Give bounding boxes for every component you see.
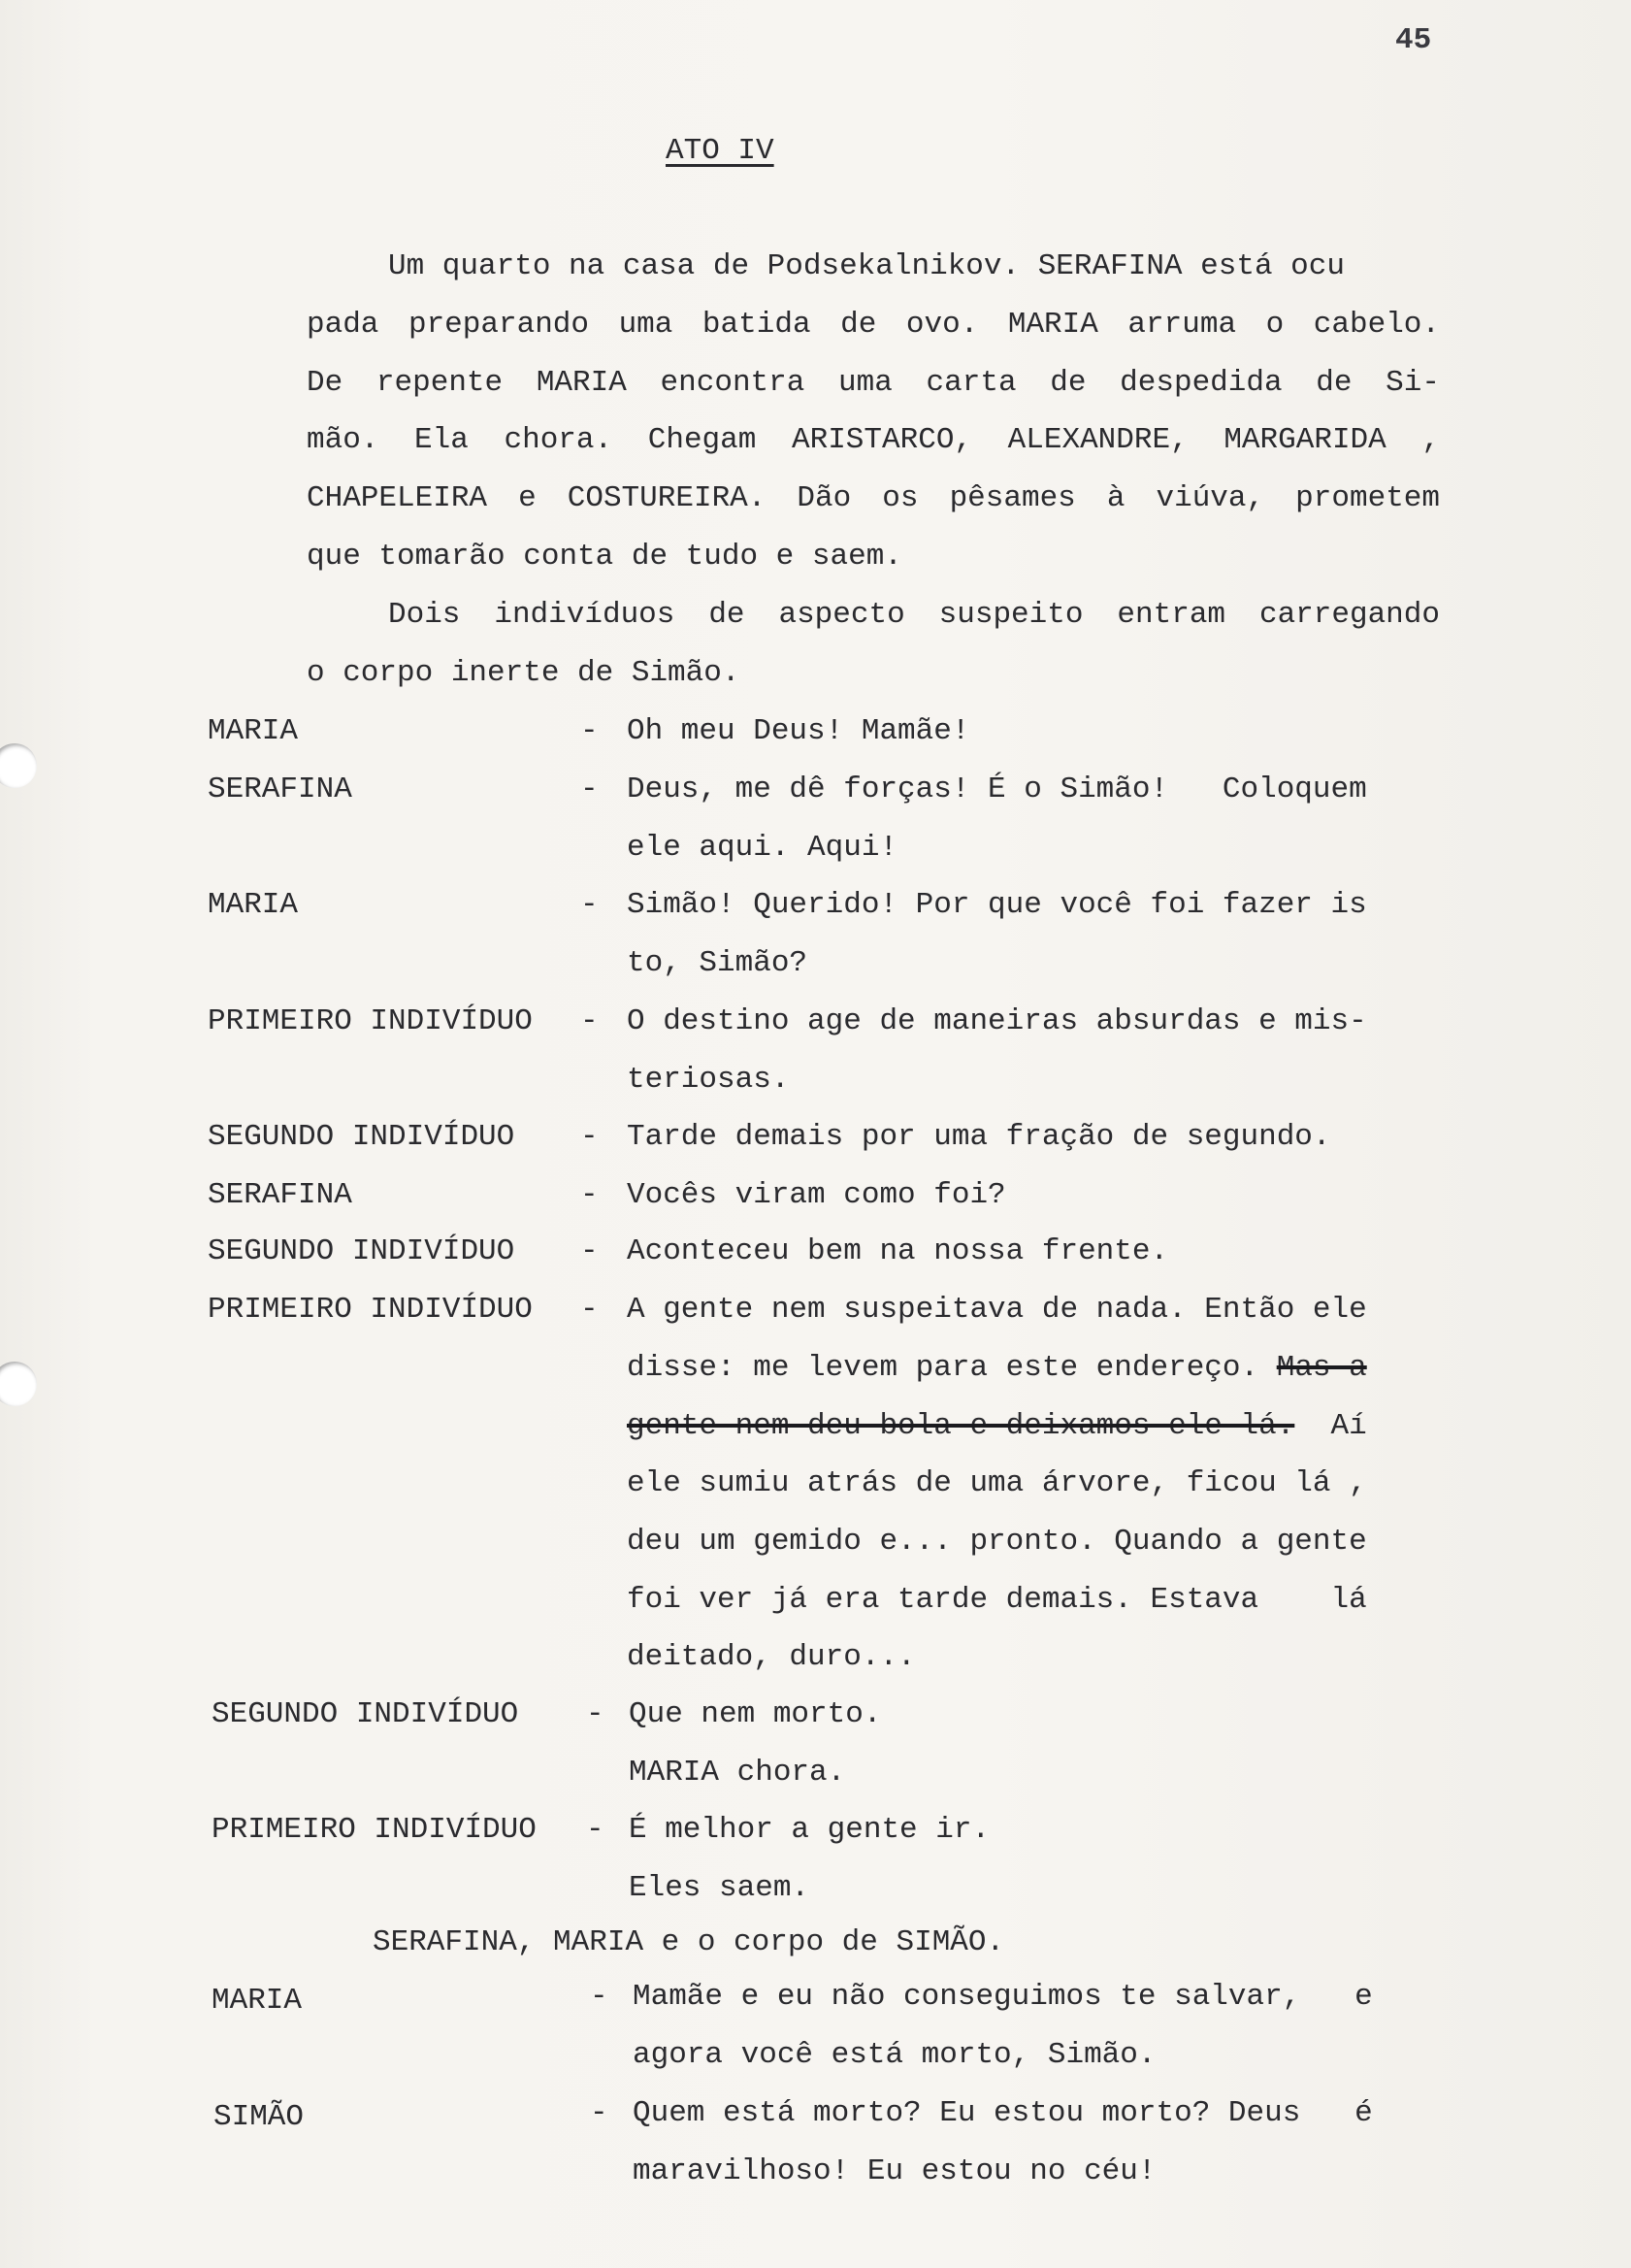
speaker-name: MARIA <box>208 714 299 748</box>
struck-text: gente nem deu bola e deixamos ele lá. <box>627 1409 1295 1443</box>
dialogue-dash: - <box>586 1697 604 1731</box>
dialogue-line: A gente nem suspeitava de nada. Então ele <box>627 1293 1367 1327</box>
dialogue-dash: - <box>586 1813 604 1847</box>
speaker-name: MARIA <box>212 1984 303 2018</box>
punch-hole <box>0 743 37 788</box>
dialogue-line <box>627 1349 1367 1388</box>
speaker-name: PRIMEIRO INDIVÍDUO <box>212 1813 537 1847</box>
stage-direction-line: MARIA chora. <box>629 1756 846 1790</box>
dialogue-line: teriosas. <box>627 1063 790 1097</box>
dialogue-line: Vocês viram como foi? <box>627 1178 1006 1212</box>
dialogue-dash: - <box>580 772 599 806</box>
act-title: ATO IV <box>666 134 774 168</box>
dialogue-line: to, Simão? <box>627 946 808 980</box>
speaker-name: SEGUNDO INDIVÍDUO <box>208 1120 515 1154</box>
stage-direction-line: mão. Ela chora. Chegam ARISTARCO, ALEXANDRE, MARGARIDA , <box>307 423 1440 457</box>
dialogue-line: Aconteceu bem na nossa frente. <box>627 1234 1169 1268</box>
dialogue-line: ele aqui. Aqui! <box>627 831 898 865</box>
stage-direction-line: Eles saem. <box>629 1871 810 1905</box>
stage-direction-line: CHAPELEIRA e COSTUREIRA. Dão os pêsames à viúva, prometem <box>307 481 1440 515</box>
punch-hole <box>0 1362 37 1406</box>
dialogue-dash: - <box>580 1178 599 1212</box>
dialogue-line: foi ver já era tarde demais. Estava lá <box>627 1583 1367 1617</box>
dialogue-line: Quem está morto? Eu estou morto? Deus é <box>633 2096 1373 2130</box>
dialogue-text: disse: me levem para este endereço. <box>627 1351 1277 1385</box>
dialogue-dash: - <box>580 714 599 748</box>
speaker-name: SERAFINA <box>208 1178 352 1212</box>
dialogue-line: O destino age de maneiras absurdas e mis- <box>627 1004 1367 1038</box>
dialogue-line: É melhor a gente ir. <box>629 1813 991 1847</box>
speaker-name: MARIA <box>208 888 299 922</box>
stage-direction-line: Dois indivíduos de aspecto suspeito entram carregando <box>388 598 1440 632</box>
dialogue-line: Deus, me dê forças! É o Simão! Coloquem <box>627 772 1367 806</box>
stage-direction-line: que tomarão conta de tudo e saem. <box>307 540 902 574</box>
struck-text: Mas a <box>1276 1351 1367 1385</box>
speaker-name: SEGUNDO INDIVÍDUO <box>212 1697 519 1731</box>
page-number: 45 <box>1395 23 1432 57</box>
dialogue-line: deitado, duro... <box>627 1640 916 1674</box>
stage-direction-line: pada preparando uma batida de ovo. MARIA arruma o cabelo. <box>307 308 1440 342</box>
dialogue-line: agora você está morto, Simão. <box>633 2038 1157 2072</box>
dialogue-line: maravilhoso! Eu estou no céu! <box>633 2154 1157 2188</box>
speaker-name: PRIMEIRO INDIVÍDUO <box>208 1293 533 1327</box>
dialogue-dash: - <box>580 888 599 922</box>
scene-note: SERAFINA, MARIA e o corpo de SIMÃO. <box>373 1925 1005 1959</box>
dialogue-line: Mamãe e eu não conseguimos te salvar, e <box>633 1980 1373 2014</box>
dialogue-dash: - <box>590 1980 608 2014</box>
dialogue-line: deu um gemido e... pronto. Quando a gente <box>627 1525 1367 1559</box>
dialogue-text: Aí <box>1294 1409 1367 1443</box>
dialogue-dash: - <box>590 2096 608 2130</box>
dialogue-dash: - <box>580 1120 599 1154</box>
speaker-name: SEGUNDO INDIVÍDUO <box>208 1234 515 1268</box>
dialogue-line: ele sumiu atrás de uma árvore, ficou lá , <box>627 1466 1367 1500</box>
speaker-name: SIMÃO <box>213 2100 305 2134</box>
dialogue-line: Oh meu Deus! Mamãe! <box>627 714 970 748</box>
dialogue-line: Tarde demais por uma fração de segundo. <box>627 1120 1331 1154</box>
dialogue-dash: - <box>580 1293 599 1327</box>
dialogue-dash: - <box>580 1234 599 1268</box>
dialogue-dash: - <box>580 1004 599 1038</box>
dialogue-line: Que nem morto. <box>629 1697 882 1731</box>
speaker-name: SERAFINA <box>208 772 352 806</box>
speaker-name: PRIMEIRO INDIVÍDUO <box>208 1004 533 1038</box>
stage-direction-line: Um quarto na casa de Podsekalnikov. SERAFINA está ocu <box>388 249 1345 283</box>
dialogue-line: Simão! Querido! Por que você foi fazer is <box>627 888 1367 922</box>
stage-direction-line: De repente MARIA encontra uma carta de despedida de Si- <box>307 366 1440 400</box>
dialogue-line <box>627 1407 1367 1446</box>
stage-direction-line: o corpo inerte de Simão. <box>307 656 740 690</box>
